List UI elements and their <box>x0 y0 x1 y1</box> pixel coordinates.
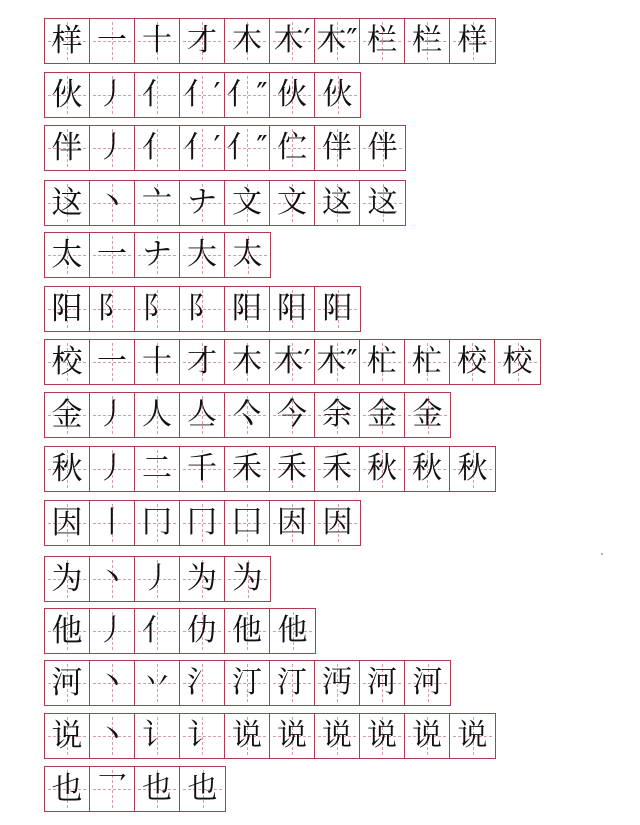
stroke-step-cell <box>135 181 180 225</box>
stroke-step-cell <box>225 340 270 384</box>
stroke-step-cell <box>180 181 225 225</box>
stroke-step-glyph: 丿 <box>97 451 127 486</box>
stroke-step-cell <box>180 340 225 384</box>
stroke-step-cell <box>315 714 360 758</box>
stroke-step-cell <box>405 393 450 437</box>
stroke-step-cell <box>135 393 180 437</box>
stroke-step-glyph: 栏 <box>412 23 442 58</box>
stroke-step-glyph: 说 <box>457 718 488 753</box>
practice-row <box>44 713 496 759</box>
stroke-step-cell <box>90 19 135 63</box>
stroke-step-cell <box>405 661 450 705</box>
stroke-step-glyph: 河 <box>412 665 443 700</box>
stroke-step-cell <box>360 181 405 225</box>
character-cell <box>45 181 90 225</box>
stroke-step-glyph: 说 <box>412 718 442 753</box>
stroke-step-cell <box>225 181 270 225</box>
stroke-step-glyph: 余 <box>322 397 352 432</box>
stroke-step-glyph: 阳 <box>277 291 307 326</box>
practice-row <box>44 608 316 654</box>
stroke-step-cell <box>315 501 360 545</box>
stroke-step-glyph: 亻″ <box>226 130 268 165</box>
stroke-step-cell <box>450 19 495 63</box>
stroke-step-cell <box>360 661 405 705</box>
character-glyph: 校 <box>51 343 83 380</box>
stroke-step-cell <box>180 609 225 653</box>
stroke-step-glyph: 囗 <box>232 505 262 540</box>
stroke-step-cell <box>405 340 450 384</box>
stroke-step-cell <box>270 340 315 384</box>
stroke-step-cell <box>360 714 405 758</box>
stroke-step-glyph: 说 <box>367 718 397 753</box>
stroke-step-glyph: 说 <box>322 718 352 753</box>
character-glyph: 也 <box>51 770 83 807</box>
stroke-step-glyph: 校 <box>457 344 487 379</box>
character-glyph: 伙 <box>51 76 83 113</box>
stroke-step-cell <box>270 661 315 705</box>
stroke-step-glyph: 伫 <box>277 130 307 165</box>
stroke-step-cell <box>270 181 315 225</box>
character-cell <box>45 126 90 170</box>
stroke-step-cell <box>180 126 225 170</box>
stroke-step-glyph: 木 <box>232 23 262 58</box>
stroke-step-cell <box>135 73 180 117</box>
stroke-step-glyph: 因 <box>322 505 353 540</box>
stroke-step-glyph: 木′ <box>273 344 311 379</box>
stroke-step-glyph: 丷 <box>142 665 172 700</box>
stroke-step-glyph: 文 <box>232 185 262 220</box>
stroke-step-cell <box>135 447 180 491</box>
character-cell <box>45 557 90 601</box>
practice-row <box>44 180 406 226</box>
stroke-step-cell <box>225 73 270 117</box>
stroke-step-cell <box>225 19 270 63</box>
stroke-step-glyph: 丨 <box>97 505 127 540</box>
stroke-step-cell <box>90 287 135 331</box>
stroke-step-cell <box>315 287 360 331</box>
stroke-step-glyph: 样 <box>457 23 488 58</box>
stroke-step-cell <box>270 126 315 170</box>
stroke-step-glyph: 禾 <box>277 451 307 486</box>
stroke-step-cell <box>450 340 495 384</box>
stroke-step-glyph: 才 <box>187 23 217 58</box>
stroke-step-cell <box>450 714 495 758</box>
stroke-step-glyph: 丶 <box>97 185 127 220</box>
stroke-step-glyph: 杧 <box>367 344 397 379</box>
stroke-step-glyph: 木′ <box>273 23 311 58</box>
character-glyph: 太 <box>51 236 83 273</box>
practice-row <box>44 232 271 278</box>
stroke-step-glyph: 人 <box>142 397 172 432</box>
stroke-step-glyph: 十 <box>142 344 172 379</box>
stroke-step-glyph: 一 <box>97 23 127 58</box>
practice-row <box>44 18 496 64</box>
stroke-step-glyph: 禾 <box>232 451 262 486</box>
character-cell <box>45 447 90 491</box>
stroke-step-cell <box>225 233 270 277</box>
practice-row <box>44 72 361 118</box>
stroke-step-glyph: 阝 <box>97 291 127 326</box>
stroke-step-glyph: 亻 <box>142 77 172 112</box>
stroke-step-glyph: 亻″ <box>226 77 268 112</box>
stroke-step-cell <box>225 501 270 545</box>
stroke-step-glyph: 也 <box>142 771 172 806</box>
stroke-step-cell <box>225 609 270 653</box>
stroke-step-glyph: 说 <box>232 718 262 753</box>
practice-row <box>44 286 361 332</box>
stroke-step-glyph: 丿 <box>97 613 127 648</box>
stroke-step-glyph: 冂 <box>187 505 217 540</box>
character-glyph: 伴 <box>51 129 83 166</box>
stroke-step-cell <box>360 340 405 384</box>
stroke-step-glyph: 丿 <box>142 561 172 596</box>
character-cell <box>45 73 90 117</box>
stroke-step-cell <box>360 19 405 63</box>
stroke-step-glyph: 一 <box>97 237 127 272</box>
stroke-step-cell <box>135 767 180 811</box>
character-cell <box>45 233 90 277</box>
stroke-step-cell <box>180 557 225 601</box>
stroke-step-glyph: ナ <box>187 185 217 220</box>
character-cell <box>45 661 90 705</box>
character-cell <box>45 609 90 653</box>
stroke-step-glyph: 木″ <box>316 344 358 379</box>
practice-row <box>44 556 271 602</box>
stroke-step-cell <box>315 661 360 705</box>
stroke-step-glyph: 沔 <box>322 665 352 700</box>
stroke-step-cell <box>315 181 360 225</box>
stroke-step-cell <box>180 447 225 491</box>
character-glyph: 这 <box>51 184 83 221</box>
character-glyph: 他 <box>51 612 83 649</box>
stroke-step-glyph: 今 <box>277 397 307 432</box>
stroke-step-cell <box>90 340 135 384</box>
stroke-step-cell <box>180 19 225 63</box>
stroke-step-cell <box>405 19 450 63</box>
stroke-step-cell <box>135 19 180 63</box>
stroke-step-glyph: 也 <box>187 771 218 806</box>
stroke-step-glyph: 二 <box>142 451 172 486</box>
stroke-step-glyph: 校 <box>502 344 533 379</box>
stroke-step-cell <box>225 447 270 491</box>
stroke-step-cell <box>270 501 315 545</box>
stroke-step-cell <box>90 233 135 277</box>
stroke-step-cell <box>225 393 270 437</box>
stroke-step-cell <box>135 557 180 601</box>
stroke-step-cell <box>270 447 315 491</box>
stroke-step-glyph: 他 <box>277 613 308 648</box>
paper-speck <box>601 553 603 555</box>
stroke-step-cell <box>180 501 225 545</box>
stroke-step-glyph: 因 <box>277 505 307 540</box>
character-glyph: 金 <box>51 396 83 433</box>
stroke-step-glyph: 讠 <box>142 718 172 753</box>
character-cell <box>45 340 90 384</box>
stroke-step-glyph: ナ <box>142 237 172 272</box>
stroke-step-cell <box>405 447 450 491</box>
character-cell <box>45 767 90 811</box>
stroke-step-cell <box>135 501 180 545</box>
stroke-step-cell <box>315 73 360 117</box>
stroke-step-cell <box>225 287 270 331</box>
stroke-step-glyph: 这 <box>367 185 398 220</box>
character-cell <box>45 19 90 63</box>
character-glyph: 秋 <box>51 450 83 487</box>
stroke-step-cell <box>270 609 315 653</box>
stroke-step-cell <box>270 287 315 331</box>
stroke-step-cell <box>90 447 135 491</box>
stroke-step-glyph: 千 <box>187 451 217 486</box>
stroke-step-glyph: 亠 <box>142 185 172 220</box>
stroke-step-glyph: 伴 <box>322 130 352 165</box>
stroke-step-cell <box>180 73 225 117</box>
character-glyph: 说 <box>51 717 83 754</box>
stroke-step-glyph: 丿 <box>97 77 127 112</box>
stroke-step-glyph: 太 <box>232 237 263 272</box>
character-cell <box>45 287 90 331</box>
stroke-step-cell <box>180 393 225 437</box>
stroke-step-glyph: 才 <box>187 344 217 379</box>
stroke-step-glyph: 亽 <box>232 397 262 432</box>
stroke-step-glyph: 丶 <box>97 718 127 753</box>
stroke-step-cell <box>315 19 360 63</box>
stroke-step-cell <box>135 340 180 384</box>
stroke-step-glyph: 杧 <box>412 344 442 379</box>
stroke-step-glyph: 文 <box>277 185 307 220</box>
stroke-step-cell <box>270 714 315 758</box>
stroke-step-cell <box>225 661 270 705</box>
stroke-step-cell <box>450 447 495 491</box>
stroke-step-cell <box>225 714 270 758</box>
stroke-step-glyph: 亻′ <box>183 77 221 112</box>
character-glyph: 样 <box>51 22 83 59</box>
practice-row <box>44 660 451 706</box>
stroke-step-cell <box>360 447 405 491</box>
stroke-step-glyph: 他 <box>232 613 262 648</box>
stroke-step-cell <box>270 393 315 437</box>
stroke-step-cell <box>90 661 135 705</box>
stroke-step-glyph: 丶 <box>97 665 127 700</box>
stroke-step-cell <box>315 393 360 437</box>
stroke-step-glyph: 乛 <box>97 771 127 806</box>
stroke-step-cell <box>135 609 180 653</box>
practice-row <box>44 125 406 171</box>
stroke-step-cell <box>270 73 315 117</box>
stroke-step-glyph: 汀 <box>232 665 262 700</box>
character-glyph: 阳 <box>51 290 83 327</box>
stroke-step-cell <box>315 340 360 384</box>
stroke-step-cell <box>90 557 135 601</box>
stroke-step-cell <box>225 126 270 170</box>
stroke-step-glyph: 亼 <box>187 397 217 432</box>
stroke-step-glyph: 冂 <box>142 505 172 540</box>
practice-row <box>44 500 361 546</box>
stroke-step-glyph: 丶 <box>97 561 127 596</box>
character-glyph: 河 <box>51 664 83 701</box>
stroke-step-glyph: 栏 <box>367 23 397 58</box>
stroke-step-cell <box>315 447 360 491</box>
stroke-step-glyph: 金 <box>412 397 443 432</box>
stroke-step-cell <box>405 714 450 758</box>
stroke-step-glyph: 秋 <box>367 451 397 486</box>
stroke-step-cell <box>90 609 135 653</box>
stroke-step-cell <box>135 714 180 758</box>
stroke-step-cell <box>90 73 135 117</box>
character-glyph: 为 <box>51 560 83 597</box>
stroke-step-cell <box>270 19 315 63</box>
stroke-step-glyph: 阝 <box>187 291 217 326</box>
stroke-step-glyph: 伙 <box>322 77 353 112</box>
stroke-step-cell <box>90 767 135 811</box>
practice-row <box>44 446 496 492</box>
stroke-step-glyph: 秋 <box>412 451 442 486</box>
stroke-step-glyph: 一 <box>97 344 127 379</box>
stroke-step-glyph: 伙 <box>277 77 307 112</box>
stroke-step-cell <box>180 714 225 758</box>
stroke-step-glyph: 丿 <box>97 397 127 432</box>
stroke-step-glyph: 亻 <box>142 130 172 165</box>
stroke-step-cell <box>180 233 225 277</box>
stroke-step-glyph: 伴 <box>367 130 398 165</box>
stroke-step-glyph: 阝 <box>142 291 172 326</box>
character-glyph: 因 <box>51 504 83 541</box>
stroke-step-glyph: 这 <box>322 185 352 220</box>
stroke-step-glyph: 禾 <box>322 451 352 486</box>
stroke-step-cell <box>180 287 225 331</box>
stroke-step-glyph: 金 <box>367 397 397 432</box>
practice-row <box>44 766 226 812</box>
stroke-step-glyph: 木 <box>232 344 262 379</box>
stroke-step-glyph: 亻 <box>142 613 172 648</box>
stroke-step-glyph: 讠 <box>187 718 217 753</box>
stroke-step-glyph: 阳 <box>232 291 262 326</box>
stroke-step-glyph: 汀 <box>277 665 307 700</box>
stroke-step-cell <box>360 126 405 170</box>
stroke-step-cell <box>315 126 360 170</box>
stroke-step-glyph: 说 <box>277 718 307 753</box>
stroke-step-cell <box>495 340 540 384</box>
stroke-step-glyph: 大 <box>187 237 217 272</box>
stroke-step-cell <box>90 393 135 437</box>
stroke-step-cell <box>135 126 180 170</box>
stroke-step-glyph: 为 <box>232 561 263 596</box>
stroke-step-cell <box>90 714 135 758</box>
stroke-step-cell <box>90 126 135 170</box>
stroke-step-glyph: 十 <box>142 23 172 58</box>
stroke-step-glyph: 秋 <box>457 451 488 486</box>
stroke-step-cell <box>135 661 180 705</box>
stroke-step-cell <box>90 181 135 225</box>
practice-row <box>44 392 451 438</box>
stroke-step-glyph: 阳 <box>322 291 353 326</box>
practice-row <box>44 339 541 385</box>
stroke-step-glyph: 氵 <box>187 665 217 700</box>
character-cell <box>45 501 90 545</box>
stroke-step-glyph: 木″ <box>316 23 358 58</box>
stroke-step-glyph: 仂 <box>187 613 217 648</box>
stroke-step-glyph: 为 <box>187 561 217 596</box>
character-cell <box>45 393 90 437</box>
stroke-step-cell <box>135 287 180 331</box>
character-cell <box>45 714 90 758</box>
stroke-step-cell <box>180 767 225 811</box>
stroke-step-glyph: 丿 <box>97 130 127 165</box>
stroke-step-cell <box>90 501 135 545</box>
stroke-step-cell <box>360 393 405 437</box>
stroke-step-cell <box>135 233 180 277</box>
stroke-step-glyph: 亻′ <box>183 130 221 165</box>
stroke-step-cell <box>180 661 225 705</box>
stroke-step-glyph: 河 <box>367 665 397 700</box>
stroke-step-cell <box>225 557 270 601</box>
